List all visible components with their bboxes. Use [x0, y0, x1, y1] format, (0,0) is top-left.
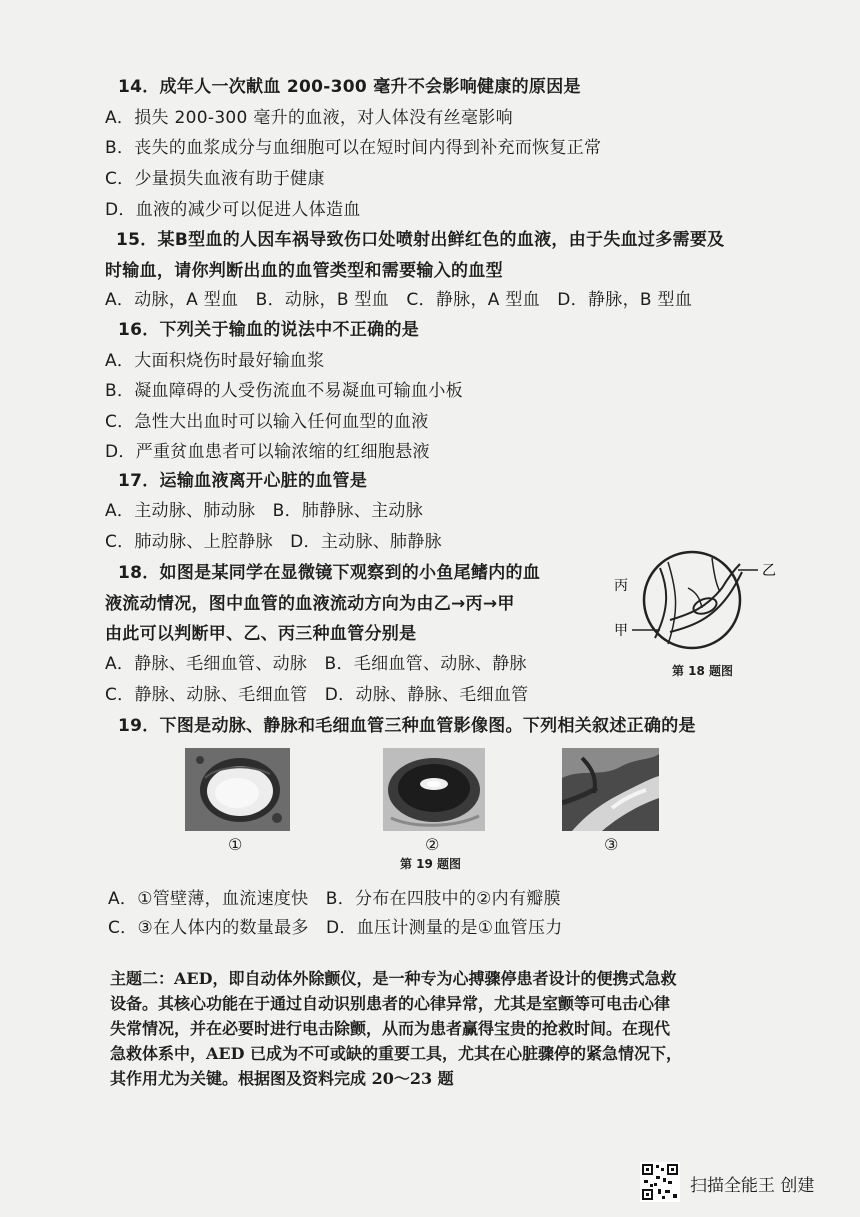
q19-figure-caption: 第 19 题图 [400, 857, 462, 871]
q18-figure-microscope-view [610, 548, 780, 658]
q17-stem: 17．运输血液离开心脏的血管是 [118, 471, 368, 491]
q16-option-a: A．大面积烧伤时最好输血浆 [105, 351, 325, 371]
q19-image-1-vessel [185, 748, 290, 831]
theme2-line-2: 设备。其核心功能在于通过自动识别患者的心律异常，尤其是室颤等可电击心律 [110, 994, 671, 1013]
q19-options-cd: C．③在人体内的数量最多 D．血压计测量的是①血管压力 [108, 918, 563, 938]
q15-stem-line2: 时输血，请你判断出血的血管类型和需要输入的血型 [105, 261, 503, 281]
q14-option-a: A．损失 200-300 毫升的血液，对人体没有丝毫影响 [105, 108, 513, 128]
scanner-watermark [640, 1162, 840, 1202]
scanner-watermark-text: 扫描全能王 创建 [690, 1176, 815, 1196]
q19-image-3-label: ③ [604, 835, 619, 854]
q16-option-d: D．严重贫血患者可以输浓缩的红细胞悬液 [105, 442, 430, 462]
q16-stem: 16．下列关于输血的说法中不正确的是 [118, 320, 420, 340]
theme2-line-1: 主题二：AED，即自动体外除颤仪，是一种专为心搏骤停患者设计的便携式急救 [110, 969, 677, 988]
theme2-line-3: 失常情况，并在必要时进行电击除颤，从而为患者赢得宝贵的抢救时间。在现代 [110, 1019, 671, 1038]
q18-options-ab: A．静脉、毛细血管、动脉 B．毛细血管、动脉、静脉 [105, 654, 527, 674]
q18-stem-line2: 液流动情况，图中血管的血液流动方向为由乙→丙→甲 [105, 594, 515, 614]
q18-stem-line1: 18．如图是某同学在显微镜下观察到的小鱼尾鳍内的血 [118, 563, 541, 583]
q18-options-cd: C．静脉、动脉、毛细血管 D．动脉、静脉、毛细血管 [105, 685, 529, 705]
q18-stem-line3: 由此可以判断甲、乙、丙三种血管分别是 [105, 624, 417, 644]
theme2-line-5: 其作用尤为关键。根据图及资料完成 20～23 题 [110, 1069, 454, 1088]
q19-stem: 19．下图是动脉、静脉和毛细血管三种血管影像图。下列相关叙述正确的是 [118, 716, 696, 736]
q15-stem-line1: 15．某B型血的人因车祸导致伤口处喷射出鲜红色的血液，由于失血过多需要及 [116, 230, 725, 250]
q17-options-ab: A．主动脉、肺动脉 B．肺静脉、主动脉 [105, 501, 423, 521]
q18-label-bing: 丙 [614, 578, 628, 594]
q16-option-b: B．凝血障碍的人受伤流血不易凝血可输血小板 [105, 381, 463, 401]
q19-image-1-label: ① [228, 835, 243, 854]
qr-code-icon [640, 1162, 680, 1202]
q18-label-yi: 乙 [762, 563, 776, 579]
theme2-line-4: 急救体系中，AED 已成为不可或缺的重要工具，尤其在心脏骤停的紧急情况下， [110, 1044, 683, 1063]
q14-option-c: C．少量损失血液有助于健康 [105, 169, 325, 189]
q14-stem: 14．成年人一次献血 200-300 毫升不会影响健康的原因是 [118, 77, 581, 97]
q16-option-c: C．急性大出血时可以输入任何血型的血液 [105, 412, 429, 432]
q19-image-3-vessel [562, 748, 659, 831]
q17-options-cd: C．肺动脉、上腔静脉 D．主动脉、肺静脉 [105, 532, 442, 552]
q19-image-2-label: ② [425, 835, 440, 854]
q14-option-b: B．丧失的血浆成分与血细胞可以在短时间内得到补充而恢复正常 [105, 138, 602, 158]
q19-image-2-vessel [383, 748, 485, 831]
q14-option-d: D．血液的减少可以促进人体造血 [105, 200, 361, 220]
q18-figure-caption: 第 18 题图 [672, 664, 734, 678]
q19-options-ab: A．①管壁薄，血流速度快 B．分布在四肢中的②内有瓣膜 [108, 889, 561, 909]
q18-label-jia: 甲 [614, 623, 628, 639]
q15-options: A．动脉，A 型血 B．动脉，B 型血 C．静脉，A 型血 D．静脉，B 型血 [105, 290, 693, 310]
